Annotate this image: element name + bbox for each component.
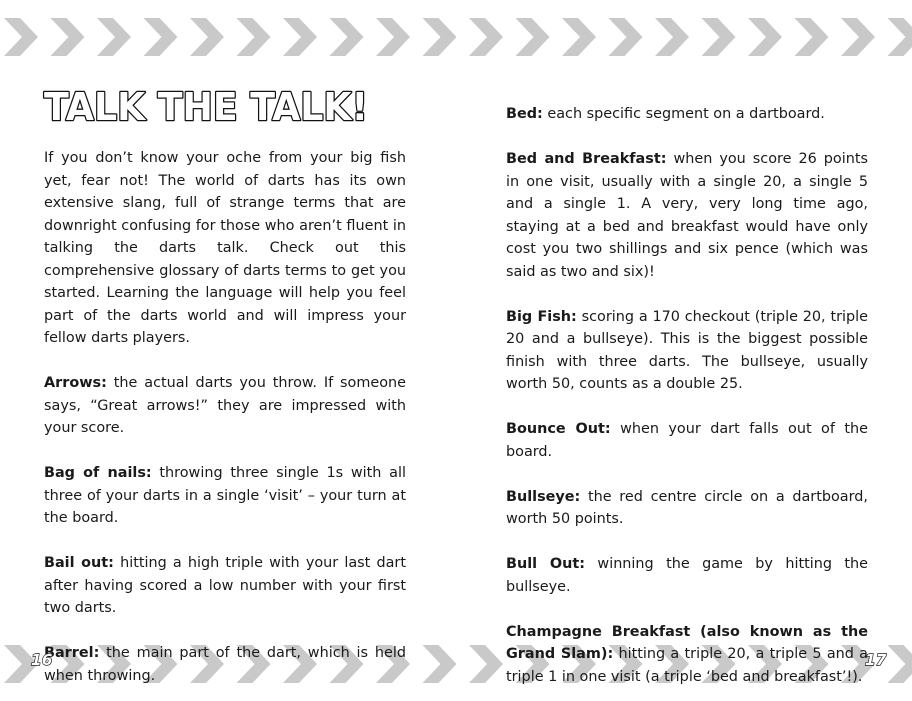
left-glossary <box>44 372 406 687</box>
chevron-arrow-icon <box>795 18 829 56</box>
glossary-definition: the main part of the dart, which is held when throwing. <box>44 645 406 684</box>
chevron-arrow-icon <box>144 18 178 56</box>
glossary-definition: hitting a triple 20, a triple 5 and a triple 1 in one visit (a triple ‘bed and breakfast’!). <box>506 646 868 685</box>
glossary-definition: throwing three single 1s with all three of your darts in a single ‘visit’ – your turn at the board. <box>44 465 406 526</box>
chevron-arrow-icon <box>841 18 875 56</box>
glossary-term: Barrel: <box>44 645 100 661</box>
chevron-arrow-icon <box>237 18 271 56</box>
chevron-arrow-icon <box>562 18 596 56</box>
glossary-definition: scoring a 170 checkout (triple 20, triple 20 and a bullseye). This is the biggest possible finish with three darts. The bullseye, usually worth 50, counts as a double 25. <box>506 308 868 392</box>
chevron-arrow-icon <box>655 18 689 56</box>
glossary-term: Bed: <box>506 106 543 122</box>
glossary-entry <box>44 552 406 620</box>
page-number-left: 16 <box>31 651 53 669</box>
glossary-definition: the actual darts you throw. If someone says, “Great arrows!” they are impressed with your score. <box>44 375 406 436</box>
chevron-arrow-icon <box>748 18 782 56</box>
chevron-band-top <box>0 12 912 62</box>
glossary-definition: when you score 26 points in one visit, usually with a single 20, a single 5 and a single 1. A very, very long time ago, staying at a bed and breakfast would have only cost you two shillings and six pence (which was said as two and six)! <box>506 151 868 280</box>
glossary-term: Arrows: <box>44 375 107 391</box>
chevron-arrow-icon <box>469 645 503 683</box>
chevron-arrow-icon <box>97 18 131 56</box>
glossary-term: Champagne Breakfast (also known as the Grand Slam): <box>506 623 868 662</box>
glossary-term: Bed and Breakfast: <box>506 151 667 167</box>
glossary-entry <box>506 486 868 531</box>
chevron-arrow-icon <box>888 645 912 683</box>
glossary-entry <box>506 418 868 463</box>
chevron-arrow-icon <box>469 18 503 56</box>
page-number-right: 17 <box>865 651 887 669</box>
chevron-arrow-icon <box>4 18 38 56</box>
chevron-arrow-icon <box>376 18 410 56</box>
glossary-term: Bullseye: <box>506 488 581 505</box>
right-column <box>506 103 868 701</box>
glossary-definition: the red centre circle on a dartboard, worth 50 points. <box>506 488 868 527</box>
glossary-term: Bull Out: <box>506 556 586 572</box>
glossary-entry <box>506 553 868 598</box>
page-heading <box>42 80 372 128</box>
glossary-definition: winning the game by hitting the bullseye. <box>506 556 869 595</box>
chevron-arrow-icon <box>423 18 457 56</box>
intro-paragraph: If you don’t know your oche from your big fish yet, fear not! The world of darts has its own extensive slang, full of strange terms that are downright confusing for those who aren’t fluent in talking the darts talk. Check out this comprehensive glossary of darts terms to get you started. Learning the language will help you feel part of the darts world and will impress your fellow darts players. <box>44 150 406 346</box>
glossary-entry <box>44 372 406 440</box>
chevron-arrow-icon <box>702 18 736 56</box>
glossary-entry <box>44 642 406 687</box>
chevron-arrow-icon <box>423 645 457 683</box>
chevron-arrow-icon <box>330 18 364 56</box>
glossary-entry <box>506 148 868 283</box>
chevron-arrow-icon <box>516 18 550 56</box>
glossary-entry <box>506 621 868 689</box>
glossary-entry <box>506 306 868 396</box>
chevron-arrow-icon <box>283 18 317 56</box>
chevron-arrow-icon <box>190 18 224 56</box>
glossary-term: Bounce Out: <box>506 421 611 437</box>
glossary-term: Big Fish: <box>506 308 577 325</box>
chevron-arrow-icon <box>51 18 85 56</box>
heading-text: TALK THE TALK! <box>44 85 368 128</box>
right-glossary <box>506 103 868 688</box>
glossary-term: Bag of nails: <box>44 465 152 481</box>
glossary-entry <box>44 462 406 530</box>
glossary-term: Bail out: <box>44 555 114 571</box>
glossary-entry <box>506 103 868 126</box>
glossary-definition: each specific segment on a dartboard. <box>542 106 825 122</box>
chevron-arrow-icon <box>888 18 912 56</box>
glossary-definition: when your dart falls out of the board. <box>506 421 868 460</box>
left-column <box>44 147 406 701</box>
glossary-definition: hitting a high triple with your last dart after having scored a low number with your first two darts. <box>44 555 406 616</box>
chevron-arrow-icon <box>609 18 643 56</box>
